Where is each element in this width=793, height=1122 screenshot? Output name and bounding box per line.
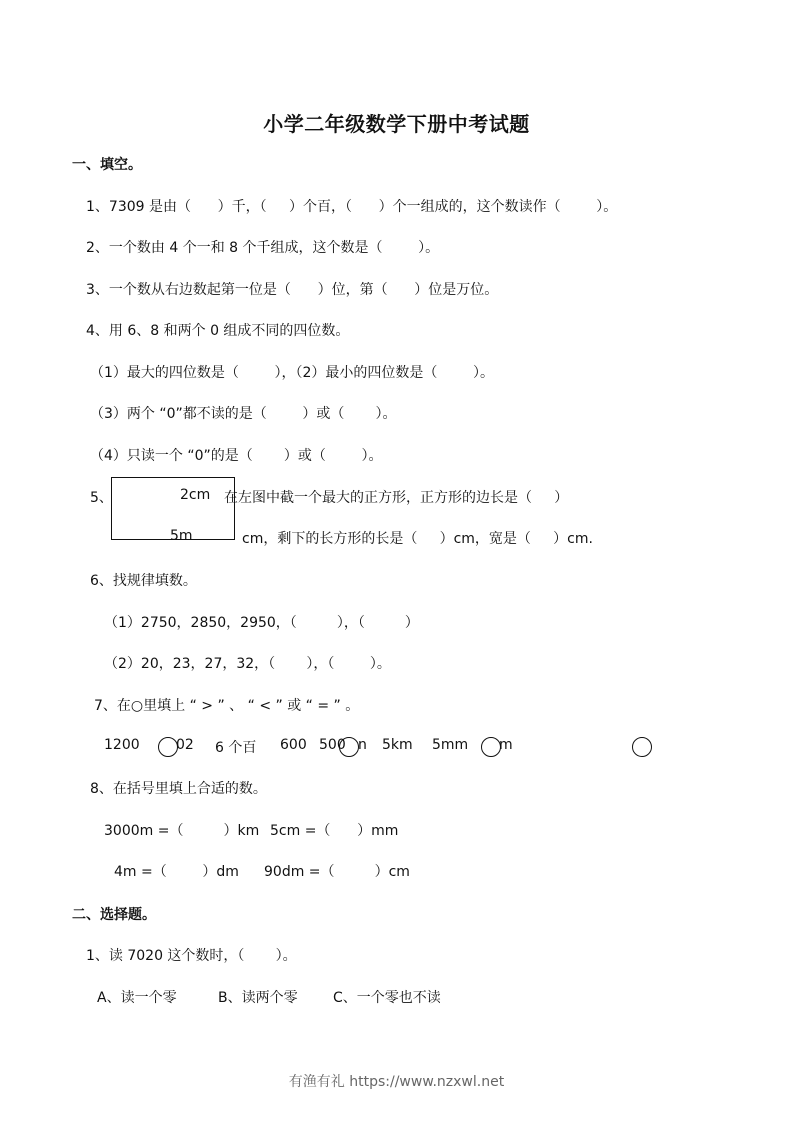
question-4: 4、用 6、8 和两个 0 组成不同的四位数。 xyxy=(86,323,350,339)
compare-item-500: 500 xyxy=(319,737,346,753)
compare-item-6-hundreds: 6 个百 xyxy=(215,740,257,756)
compare-item-m: m xyxy=(499,737,513,753)
question-8-item-4: 90dm =（ ）cm xyxy=(264,864,410,880)
question-4-part-1-2: （1）最大的四位数是（ ），（2）最小的四位数是（ ）。 xyxy=(90,365,495,381)
compare-circle-4[interactable] xyxy=(632,737,652,757)
rectangle-width-label: 2cm xyxy=(180,487,211,503)
question-7: 7、在○里填上 “ > ” 、 “ < ” 或 “ = ” 。 xyxy=(94,698,360,714)
question-4-part-3: （3）两个 “0”都不读的是（ ）或（ ）。 xyxy=(90,406,397,422)
compare-circle-3[interactable] xyxy=(481,737,501,757)
question-8-item-2: 5cm =（ ）mm xyxy=(270,823,399,839)
compare-item-n: n xyxy=(358,737,367,753)
question-6-part-2: （2）20，23，27，32，（ ），（ ）。 xyxy=(104,656,391,672)
choice-option-a: A、读一个零 xyxy=(97,990,177,1006)
section-1-heading: 一、填空。 xyxy=(72,157,142,173)
compare-item-1200: 1200 xyxy=(104,737,140,753)
question-4-part-4: （4）只读一个 “0”的是（ ）或（ ）。 xyxy=(90,448,383,464)
rectangle-length-label: 5m xyxy=(170,528,193,544)
question-8: 8、在括号里填上合适的数。 xyxy=(90,781,267,797)
compare-item-5km: 5km xyxy=(382,737,413,753)
footer-watermark: 有渔有礼 https://www.nzxwl.net xyxy=(288,1074,505,1090)
compare-item-02: 02 xyxy=(176,737,194,753)
choice-question-1: 1、读 7020 这个数时，（ ）。 xyxy=(86,948,297,964)
choice-option-b: B、读两个零 xyxy=(218,990,298,1006)
question-6: 6、找规律填数。 xyxy=(90,573,197,589)
page-title: 小学二年级数学下册中考试题 xyxy=(263,112,530,136)
compare-circle-1[interactable] xyxy=(158,737,178,757)
question-6-part-1: （1）2750，2850，2950，（ ），（ ） xyxy=(104,615,419,631)
compare-circle-2[interactable] xyxy=(339,737,359,757)
question-3: 3、一个数从右边数起第一位是（ ）位，第（ ）位是万位。 xyxy=(86,282,499,298)
question-5-line-2: cm，剩下的长方形的长是（ ）cm，宽是（ ）cm. xyxy=(242,531,593,547)
question-2: 2、一个数由 4 个一和 8 个千组成，这个数是（ ）。 xyxy=(86,240,440,256)
question-1: 1、7309 是由（ ）千，（ ）个百，（ ）个一组成的，这个数读作（ ）。 xyxy=(86,199,618,215)
section-2-heading: 二、选择题。 xyxy=(72,907,156,923)
compare-item-600: 600 xyxy=(280,737,307,753)
choice-option-c: C、一个零也不读 xyxy=(333,990,441,1006)
question-8-item-1: 3000m =（ ）km xyxy=(104,823,260,839)
compare-item-5mm: 5mm xyxy=(432,737,469,753)
question-5-line-1: 在左图中截一个最大的正方形，正方形的边长是（ ） xyxy=(224,490,569,506)
question-5-number: 5、 xyxy=(90,490,113,506)
question-8-item-3: 4m =（ ）dm xyxy=(114,864,239,880)
